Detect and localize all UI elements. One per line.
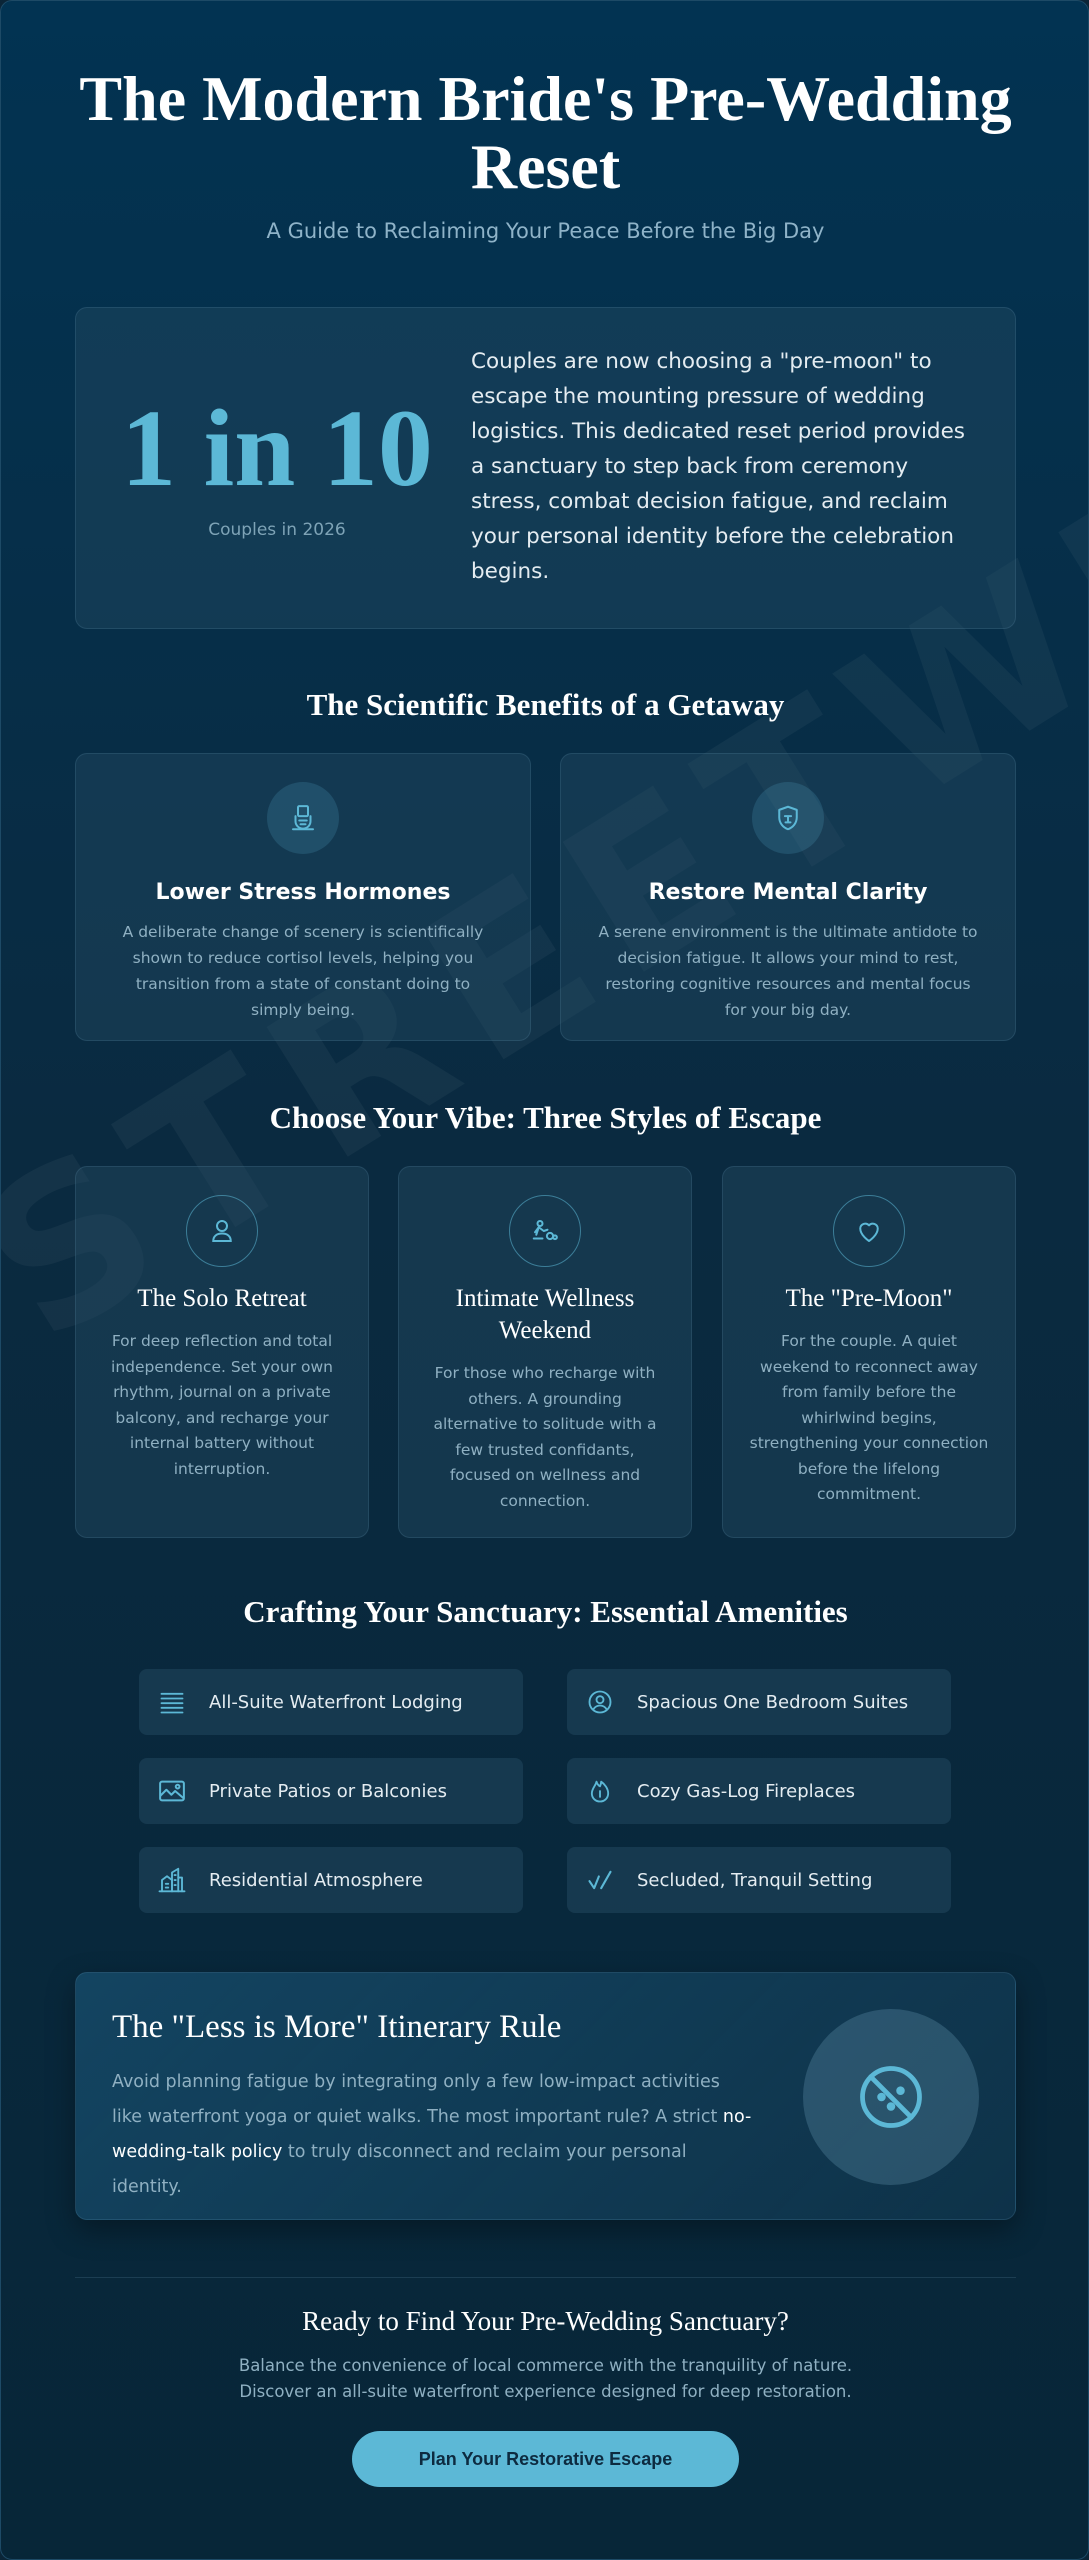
stat-caption: Couples in 2026 [208, 520, 346, 540]
landscape-icon [155, 1774, 189, 1808]
stat-value: 1 in 10 [121, 387, 433, 509]
stat-description: Couples are now choosing a "pre-moon" to escape the mounting pressure of wedding logistics. This dedicated reset period provides a sanctuary to step back from ceremony stress, combat decision fatigue, and reclaim your personal identity before the celebration begins. [471, 349, 965, 584]
cta-heading: Ready to Find Your Pre-Wedding Sanctuary? [302, 2306, 789, 2336]
vibe-card-solo [75, 1166, 369, 1538]
amenity-label: Spacious One Bedroom Suites [637, 1691, 909, 1713]
group-icon [509, 1195, 581, 1267]
user-circle-icon [583, 1685, 617, 1719]
benefit-card-stress [75, 753, 531, 1041]
vibe-title: Intimate Wellness Weekend [455, 1285, 635, 1344]
benefit-card-clarity [560, 753, 1016, 1041]
amenity-item [567, 1847, 951, 1913]
vibe-title: The Solo Retreat [137, 1285, 307, 1312]
vibe-desc: For deep reflection and total independence. Set your own rhythm, journal on a private balcony, and recharge your internal battery without interruption. [111, 1332, 333, 1478]
rule-highlight: no-wedding-talk policy [112, 2107, 752, 2162]
amenity-label: Secluded, Tranquil Setting [637, 1869, 873, 1891]
page-subtitle: A Guide to Reclaiming Your Peace Before the Big Day [266, 219, 825, 243]
vibe-desc: For the couple. A quiet weekend to reconnect away from family before the whirlwind begins, strengthening your connection before the lifelong commitment. [749, 1332, 989, 1503]
rule-text-before: Avoid planning fatigue by integrating only a few low-impact activities like waterfront yoga or quiet walks. The most important rule? A strict [112, 2072, 723, 2127]
vibe-title: The "Pre-Moon" [785, 1285, 953, 1312]
building-icon [155, 1863, 189, 1897]
vibe-card-premoon [722, 1166, 1016, 1538]
vibe-card-wellness [398, 1166, 692, 1538]
amenity-label: All-Suite Waterfront Lodging [209, 1691, 463, 1713]
flame-icon [583, 1774, 617, 1808]
no-talk-icon [803, 2009, 979, 2185]
plan-escape-button[interactable]: Plan Your Restorative Escape [352, 2431, 739, 2487]
benefit-title: Restore Mental Clarity [648, 880, 928, 905]
benefit-title: Lower Stress Hormones [155, 880, 451, 905]
stat-card [75, 307, 1016, 629]
check-icon [583, 1863, 617, 1897]
vibes-heading: Choose Your Vibe: Three Styles of Escape [269, 1100, 822, 1135]
amenity-label: Cozy Gas-Log Fireplaces [637, 1780, 856, 1802]
vibe-desc: For those who recharge with others. A grounding alternative to solitude with a few trusted confidants, focused on wellness and connection. [433, 1364, 657, 1510]
header [1, 65, 1089, 243]
benefit-desc: A serene environment is the ultimate antidote to decision fatigue. It allows your mind to rest, restoring cognitive resources and mental focus for your big day. [598, 923, 978, 1019]
brain-shield-icon [752, 782, 824, 854]
amenity-item [139, 1758, 523, 1824]
page-title: The Modern Bride's Pre-Wedding Reset [79, 63, 1012, 202]
benefits-heading: The Scientific Benefits of a Getaway [306, 687, 785, 722]
amenity-item [139, 1847, 523, 1913]
itinerary-rule-card [75, 1972, 1016, 2220]
cta-text [1, 2353, 1089, 2405]
heart-icon [833, 1195, 905, 1267]
amenity-label: Residential Atmosphere [209, 1869, 423, 1891]
rule-title: The "Less is More" Itinerary Rule [112, 2009, 562, 2045]
amenity-label: Private Patios or Balconies [209, 1780, 448, 1802]
amenity-item [567, 1669, 951, 1735]
cta-line-2: Discover an all-suite waterfront experience designed for deep restoration. [239, 2382, 852, 2401]
lotus-icon [267, 782, 339, 854]
amenity-item [139, 1669, 523, 1735]
amenities-heading: Crafting Your Sanctuary: Essential Amenities [243, 1594, 848, 1629]
rule-text [112, 2065, 752, 2205]
benefit-desc: A deliberate change of scenery is scientifically shown to reduce cortisol levels, helping you transition from a state of constant doing to simply being. [122, 923, 484, 1019]
person-icon [186, 1195, 258, 1267]
waves-icon [155, 1685, 189, 1719]
rule-text-after: to truly disconnect and reclaim your personal identity. [112, 2142, 687, 2197]
divider [75, 2277, 1016, 2278]
cta-line-1: Balance the convenience of local commerce with the tranquility of nature. [238, 2356, 853, 2375]
amenity-item [567, 1758, 951, 1824]
